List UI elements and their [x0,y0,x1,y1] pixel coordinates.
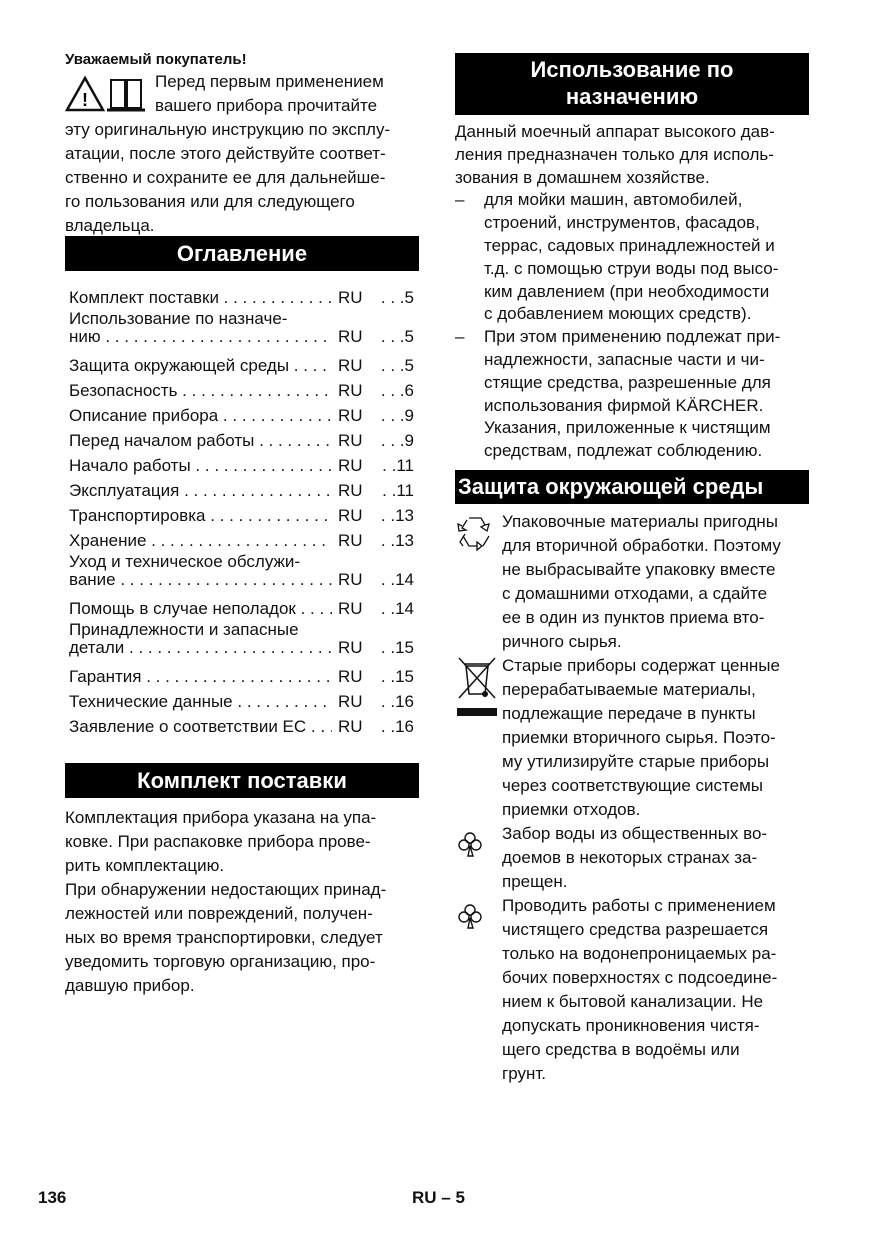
toc-entry-page: . . . 5 [374,353,414,378]
toc-entry-label: Технические данные . . . [69,689,332,714]
environment-item [455,654,809,822]
text-line: для вторичной обработки. Поэтому [502,536,781,555]
toc-entry-line [69,639,414,657]
environment-text [455,510,809,1086]
text-line: террас, садовых принадлежностей и [484,235,775,255]
toc-entry-lang: RU [338,692,363,711]
text-line: Забор воды из общественных во- [502,824,768,843]
warning-read-manual-icon [65,74,150,114]
toc-entry-label-line: Уход и техническое обслужи- [69,552,301,571]
text-line: т.д. с помощью струи воды под высо- [484,258,779,278]
list-item [455,189,809,326]
text-line: доемов в некоторых странах за- [502,848,758,867]
text-line: ричного сырья. [502,632,622,651]
crossed-bin-icon [455,656,499,725]
environment-heading: Защита окружающей среды [455,470,809,504]
toc-entry[interactable] [65,353,419,378]
toc-entry-page: . . 14 [374,571,414,589]
toc-entry-label: Эксплуатация . . . [69,478,332,503]
toc-entry[interactable] [65,503,419,528]
toc-entry-lang: RU [338,531,363,550]
usage-heading-line: Использование по [530,57,734,82]
toc-entry-page: . . . 6 [374,378,414,403]
text-line: лежностей или повреждений, получен- [65,904,373,923]
text-line: подлежащие передаче в пункты [502,704,756,723]
toc-entry-lang: RU [338,481,363,500]
text-line: ким давлением (при необходимости [484,281,770,301]
toc-entry-label: Хранение . . . [69,528,332,553]
text-line: ее в один из пунктов приема вто- [502,608,765,627]
toc-entry-lang: RU [338,431,363,450]
text-line: При обнаружении недостающих принад- [65,880,387,899]
toc-entry-label: Перед началом работы . . . [69,428,332,453]
delivery-heading: Комплект поставки [65,763,419,798]
delivery-text [65,806,419,998]
toc-entry[interactable] [65,403,419,428]
intro [65,50,419,238]
toc-entry[interactable] [65,596,419,621]
text-line: использования фирмой KÄRCHER. [484,395,764,415]
toc-entry-label-line: Использование по назначе- [69,309,288,328]
text-line: Указания, приложенные к чистящим [484,418,771,438]
usage-heading [455,53,809,115]
toc-entry-label-line: Принадлежности и запасные [69,620,299,639]
toc-entry-lang: RU [338,327,363,346]
text-line: перерабатываемые материалы, [502,680,756,699]
section-page-label: RU – 5 [412,1188,465,1207]
toc-entry-page: . . 14 [374,596,414,621]
text-line: не выбрасывайте упаковку вместе [502,560,776,579]
text-line: бочих поверхностях с подсоедине- [502,968,778,987]
environment-item [455,822,809,894]
text-line: нием к бытовой канализации. Не [502,992,764,1011]
toc-entry-page: . . 13 [374,503,414,528]
toc-entry-page: . . 11 [374,453,414,478]
toc-entry-lang: RU [338,356,363,375]
environment-item [455,510,809,654]
intro-line: эту оригинальную инструкцию по эксплу- [65,120,391,139]
greeting-title: Уважаемый покупатель! [65,51,247,68]
page-number: 136 [38,1188,67,1207]
toc-entry[interactable] [65,664,419,689]
toc-entry-page: . . 15 [374,664,414,689]
toc-entry[interactable] [65,310,419,353]
toc-entry-line [69,328,414,346]
toc-entry-label: детали . . . [69,639,332,657]
table-of-contents [65,285,419,739]
toc-entry-page: . . 11 [374,478,414,503]
text-line: грунт. [502,1064,546,1083]
toc-entry-label: Помощь в случае неполадок . . . [69,596,332,621]
text-line: чистящего средства разрешается [502,920,769,939]
text-line: рить комплектацию. [65,856,225,875]
text-line: приемки отходов. [502,800,641,819]
text-line: средствам, подлежат соблюдению. [484,441,763,461]
svg-text:!: ! [82,90,88,110]
text-line: Старые приборы содержат ценные [502,656,780,675]
recycle-icon [455,512,495,557]
text-line: ных во время транспортировки, следует [65,928,383,947]
toc-entry-label: Комплект поставки . . . [69,285,332,310]
environment-item [455,894,809,1086]
toc-entry-label: вание . . . [69,571,332,589]
intro-line: вашего прибора прочитайте [155,96,378,115]
toc-entry-page: . . . 5 [374,328,414,346]
toc-entry-page: . . . 9 [374,428,414,453]
toc-entry[interactable] [65,285,419,310]
toc-entry[interactable] [65,378,419,403]
text-line: ковке. При распаковке прибора прове- [65,832,371,851]
environment-icon [455,830,485,865]
text-line: ления предназначен только для исполь- [455,144,774,164]
toc-entry-label: Начало работы . . . [69,453,332,478]
text-line: допускать проникновения чистя- [502,1016,760,1035]
toc-entry-lang: RU [338,456,363,475]
toc-entry-label: Защита окружающей среды . . . [69,353,332,378]
text-line: При этом применению подлежат при- [484,327,781,347]
toc-entry[interactable] [65,714,419,739]
text-line: через соответствующие системы [502,776,764,795]
toc-entry[interactable] [65,428,419,453]
intro-line: атации, после этого действуйте соответ- [65,144,386,163]
toc-entry-page: . . . 9 [374,403,414,428]
toc-heading: Оглавление [65,236,419,271]
dash-bullet: – [455,327,465,347]
toc-entry-label: Описание прибора . . . [69,403,332,428]
usage-text [455,121,809,463]
text-line: с добавлением моющих средств). [484,304,752,324]
text-line: уведомить торговую организацию, про- [65,952,376,971]
text-line: Упаковочные материалы пригодны [502,512,779,531]
toc-entry-lang: RU [338,570,363,589]
text-line: зования в домашнем хозяйстве. [455,167,710,187]
list-item [455,326,809,463]
toc-entry-label: Заявление о соответствии ЕС . . . [69,714,332,739]
toc-entry-label: нию . . . [69,328,332,346]
toc-entry-page: . . . 5 [374,285,414,310]
toc-entry[interactable] [65,478,419,503]
intro-line: владельца. [65,216,155,235]
toc-entry[interactable] [65,553,419,596]
toc-entry-lang: RU [338,599,363,618]
toc-entry-label: Безопасность . . . [69,378,332,403]
toc-entry[interactable] [65,621,419,664]
toc-entry-lang: RU [338,667,363,686]
intro-warning-block [65,70,419,118]
toc-entry[interactable] [65,689,419,714]
text-line: стящие средства, разрешенные для [484,372,771,392]
toc-entry-page: . . 16 [374,689,414,714]
toc-entry-lang: RU [338,717,363,736]
toc-entry-lang: RU [338,381,363,400]
text-line: прещен. [502,872,568,891]
text-line: приемки вторичного сырья. Поэто- [502,728,776,747]
toc-entry-lang: RU [338,638,363,657]
toc-entry-line [69,571,414,589]
toc-entry-page: . . 13 [374,528,414,553]
toc-entry-label: Транспортировка . . . [69,503,332,528]
environment-icon [455,902,485,937]
text-line: щего средства в водоёмы или [502,1040,740,1059]
toc-entry-lang: RU [338,406,363,425]
text-line: только на водонепроницаемых ра- [502,944,777,963]
text-line: строений, инструментов, фасадов, [484,213,760,233]
toc-entry-lang: RU [338,506,363,525]
toc-entry-label: Гарантия . . . [69,664,332,689]
usage-heading-line: назначению [565,84,699,109]
text-line: Проводить работы с применением [502,896,776,915]
text-line: му утилизируйте старые приборы [502,752,770,771]
text-line: для мойки машин, автомобилей, [484,190,743,210]
intro-line: Перед первым применением [155,72,384,91]
text-line: с домашними отходами, а сдайте [502,584,768,603]
toc-entry[interactable] [65,528,419,553]
text-line: Комплектация прибора указана на упа- [65,808,377,827]
dash-bullet: – [455,190,465,210]
intro-line: го пользования или для следующего [65,192,355,211]
toc-entry-page: . . 16 [374,714,414,739]
text-line: давшую прибор. [65,976,195,995]
toc-entry-page: . . 15 [374,639,414,657]
toc-entry-lang: RU [338,288,363,307]
text-line: Данный моечный аппарат высокого дав- [455,122,775,141]
intro-line: ственно и сохраните ее для дальнейше- [65,168,386,187]
text-line: надлежности, запасные части и чи- [484,349,765,369]
toc-entry[interactable] [65,453,419,478]
